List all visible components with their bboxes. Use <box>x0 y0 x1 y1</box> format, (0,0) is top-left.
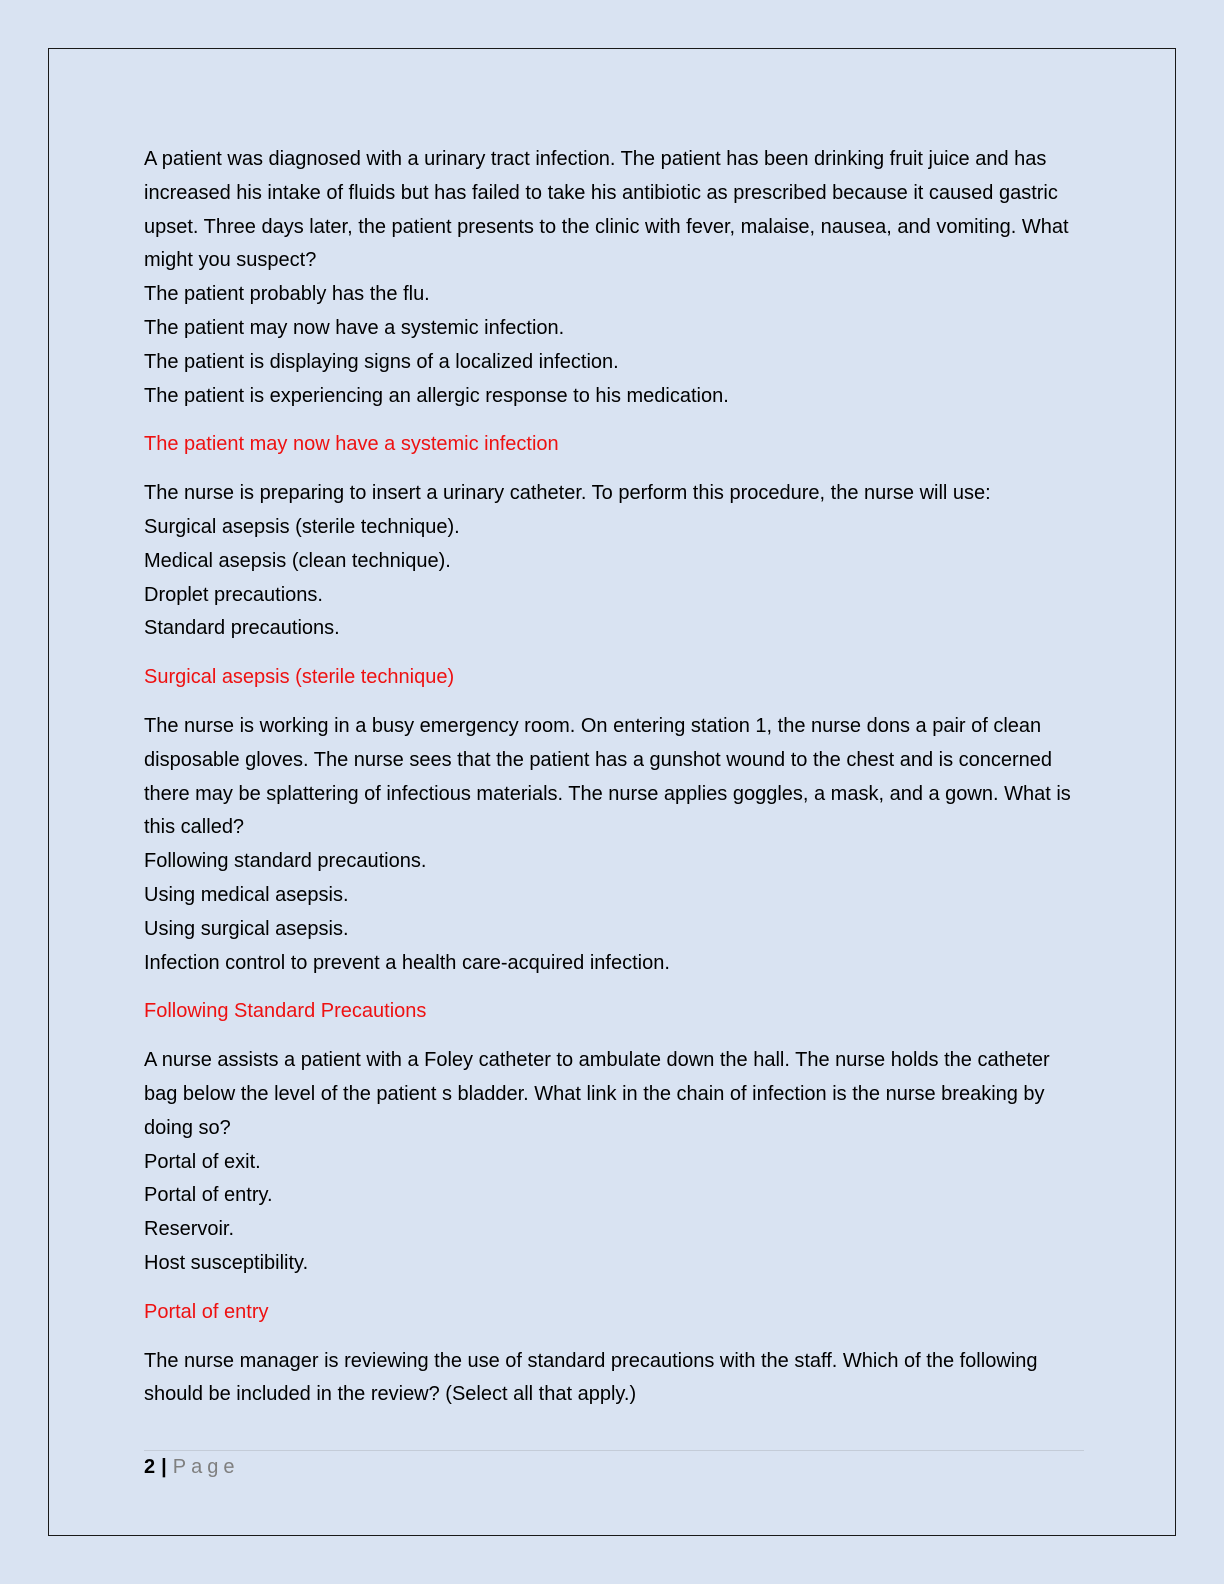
option: Using medical asepsis. <box>144 883 349 906</box>
question-text: The nurse is preparing to insert a urinary catheter. To perform this procedure, the nurse will use: <box>144 482 991 505</box>
footer-separator: | <box>161 1456 167 1478</box>
question-text: The nurse manager is reviewing the use of standard precautions with the staff. Which of the following should be included in the review? (Select all that apply.) <box>144 1349 1038 1406</box>
answer-text: Following Standard Precautions <box>144 1000 427 1023</box>
question-1 <box>144 143 1084 462</box>
question-2 <box>144 477 1084 695</box>
option: Host susceptibility. <box>144 1251 309 1274</box>
answer-text: The patient may now have a systemic infection <box>144 433 559 456</box>
option: The patient probably has the flu. <box>144 283 430 306</box>
option: The patient is displaying signs of a localized infection. <box>144 350 619 373</box>
option: Portal of entry. <box>144 1184 273 1207</box>
option: Standard precautions. <box>144 617 340 640</box>
option: Medical asepsis (clean technique). <box>144 549 451 572</box>
question-text: A patient was diagnosed with a urinary tract infection. The patient has been drinking fruit juice and has increased his intake of fluids but has failed to take his antibiotic as prescribed because it caused gastric upset. Three days later, the patient presents to the clinic with fever, malaise, nausea, and vomiting. What might you suspect? <box>144 148 1069 272</box>
option: Following standard precautions. <box>144 850 427 873</box>
question-text: A nurse assists a patient with a Foley catheter to ambulate down the hall. The nurse holds the catheter bag below the level of the patient s bladder. What link in the chain of infection is the nurse breaking by doing so? <box>144 1049 1050 1139</box>
question-3 <box>144 710 1084 1029</box>
document-body <box>144 143 1084 1412</box>
page-label: Page <box>172 1456 240 1478</box>
option: Infection control to prevent a health care-acquired infection. <box>144 951 670 974</box>
answer-text: Portal of entry <box>144 1300 269 1323</box>
question-4 <box>144 1044 1084 1329</box>
option: The patient is experiencing an allergic response to his medication. <box>144 384 729 407</box>
option: Droplet precautions. <box>144 583 323 606</box>
page-footer <box>144 1450 1084 1478</box>
page-indicator <box>144 1449 239 1485</box>
option: The patient may now have a systemic infection. <box>144 316 565 339</box>
option: Reservoir. <box>144 1218 235 1241</box>
option: Portal of exit. <box>144 1150 261 1173</box>
question-5 <box>144 1345 1084 1413</box>
answer-text: Surgical asepsis (sterile technique) <box>144 666 455 689</box>
option: Using surgical asepsis. <box>144 917 349 940</box>
option: Surgical asepsis (sterile technique). <box>144 515 460 538</box>
page-number: 2 <box>144 1456 156 1478</box>
question-text: The nurse is working in a busy emergency room. On entering station 1, the nurse dons a pair of clean disposable gloves. The nurse sees that the patient has a gunshot wound to the chest and is concerned there may be splattering of infectious materials. The nurse applies goggles, a mask, and a gown. What is this called? <box>144 714 1071 839</box>
